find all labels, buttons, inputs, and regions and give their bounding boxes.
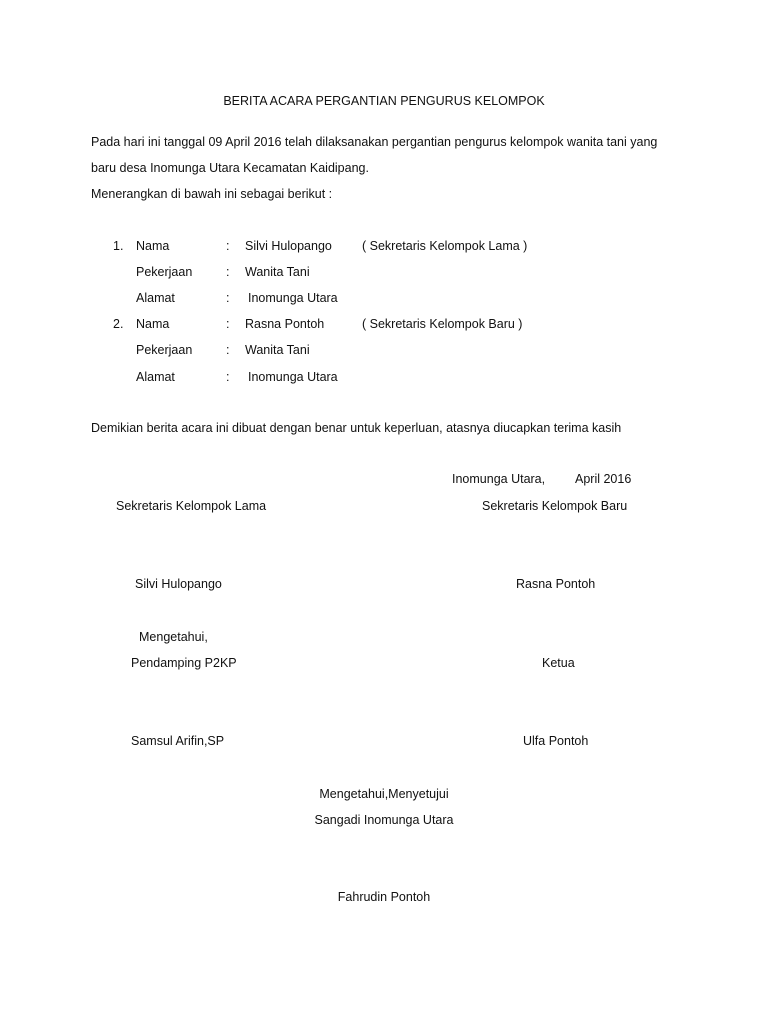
- entry-1-job-label: Pekerjaan: [136, 265, 193, 279]
- entry-1-job-colon: :: [226, 265, 230, 279]
- entry-1-address-colon: :: [226, 291, 230, 305]
- entry-2-job-label: Pekerjaan: [136, 343, 193, 357]
- entry-2-name-value: Rasna Pontoh: [245, 317, 325, 331]
- entry-2-name-label: Nama: [136, 317, 170, 331]
- signing-date: April 2016: [575, 472, 632, 486]
- chair-name: Ulfa Pontoh: [523, 734, 589, 748]
- entry-1-role: ( Sekretaris Kelompok Lama ): [362, 239, 528, 253]
- entry-2-name-colon: :: [226, 317, 230, 331]
- entry-1-address-value: Inomunga Utara: [248, 291, 338, 305]
- entry-2-job-value: Wanita Tani: [245, 343, 310, 357]
- entry-2-address-label: Alamat: [136, 370, 175, 384]
- entry-1-name-value: Silvi Hulopango: [245, 239, 332, 253]
- opening-paragraph-line-2: baru desa Inomunga Utara Kecamatan Kaidipang.: [91, 161, 369, 175]
- new-secretary-title: Sekretaris Kelompok Baru: [482, 499, 628, 513]
- village-head-name: Fahrudin Pontoh: [337, 890, 431, 904]
- entry-1-name-label: Nama: [136, 239, 170, 253]
- entry-1-number: 1.: [113, 239, 124, 253]
- acknowledge-label: Mengetahui,: [139, 630, 208, 644]
- old-secretary-name: Silvi Hulopango: [135, 577, 222, 591]
- opening-paragraph-line-3: Menerangkan di bawah ini sebagai berikut :: [91, 187, 333, 201]
- entry-2-role: ( Sekretaris Kelompok Baru ): [362, 317, 523, 331]
- opening-paragraph-line-1: Pada hari ini tanggal 09 April 2016 telah dilaksanakan pergantian pengurus kelompok wanita tani yang: [91, 135, 658, 149]
- chair-title: Ketua: [542, 656, 575, 670]
- new-secretary-name: Rasna Pontoh: [516, 577, 596, 591]
- entry-1-name-colon: :: [226, 239, 230, 253]
- companion-name: Samsul Arifin,SP: [131, 734, 225, 748]
- old-secretary-title: Sekretaris Kelompok Lama: [116, 499, 267, 513]
- entry-2-address-value: Inomunga Utara: [248, 370, 338, 384]
- document-title: BERITA ACARA PERGANTIAN PENGURUS KELOMPOK: [223, 94, 545, 108]
- signing-place: Inomunga Utara,: [452, 472, 546, 486]
- entry-2-number: 2.: [113, 317, 124, 331]
- companion-title: Pendamping P2KP: [131, 656, 237, 670]
- entry-1-job-value: Wanita Tani: [245, 265, 310, 279]
- entry-2-address-colon: :: [226, 370, 230, 384]
- entry-1-address-label: Alamat: [136, 291, 175, 305]
- village-head-title: Sangadi Inomunga Utara: [314, 813, 454, 827]
- acknowledge-approve-label: Mengetahui,Menyetujui: [319, 787, 449, 801]
- closing-statement: Demikian berita acara ini dibuat dengan benar untuk keperluan, atasnya diucapkan terima kasih: [91, 421, 622, 435]
- entry-2-job-colon: :: [226, 343, 230, 357]
